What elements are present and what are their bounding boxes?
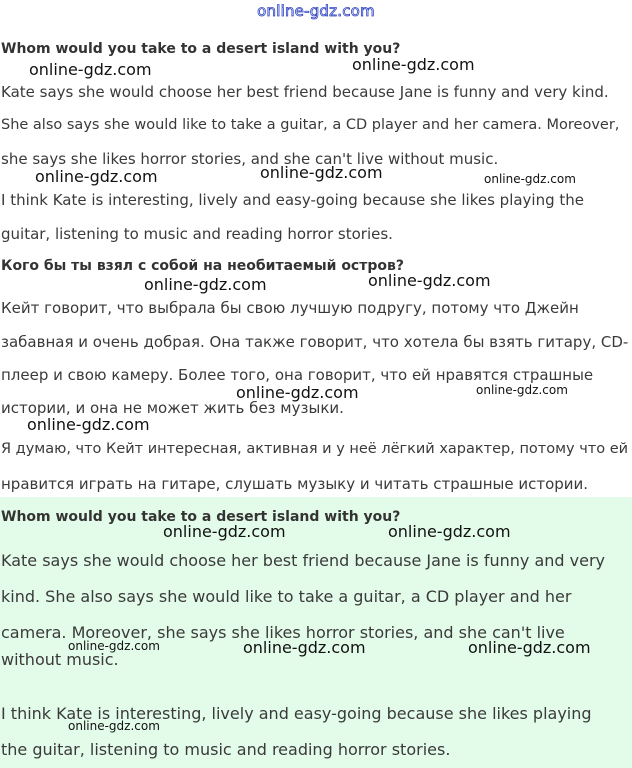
paragraph-line: without music. [1, 650, 119, 669]
paragraph-line: She also says she would like to take a guitar, a CD player and her camera. Moreover, [1, 117, 620, 133]
paragraph-line: kind. She also says she would like to take a guitar, a CD player and her [1, 587, 572, 606]
watermark: online-gdz.com [260, 163, 383, 182]
paragraph-line: Кейт говорит, что выбрала бы свою лучшую подругу, потому что Джейн [1, 299, 579, 317]
question-heading: Whom would you take to a desert island with you? [1, 509, 401, 525]
watermark: online-gdz.com [29, 60, 152, 79]
watermark: online-gdz.com [35, 167, 158, 186]
paragraph-line: I think Kate is interesting, lively and easy-going because she likes playing the [1, 191, 585, 209]
watermark: online-gdz.com [468, 638, 591, 657]
question-heading-ru: Кого бы ты взял с собой на необитаемый остров? [1, 258, 404, 274]
watermark: online-gdz.com [484, 172, 576, 186]
paragraph-line: забавная и очень добрая. Она также говорит, что хотела бы взять гитару, CD- [1, 333, 629, 351]
watermark: online-gdz.com [243, 638, 366, 657]
paragraph-line: нравится играть на гитаре, слушать музыку и читать страшные истории. [1, 475, 589, 493]
watermark: online-gdz.com [352, 55, 475, 74]
watermark: online-gdz.com [27, 415, 150, 434]
paragraph-line: I think Kate is interesting, lively and easy-going because she likes playing [1, 704, 592, 723]
watermark: online-gdz.com [368, 271, 491, 290]
paragraph-line: Я думаю, что Кейт интересная, активная и у неё лёгкий характер, потому что ей [1, 441, 629, 457]
watermark: online-gdz.com [476, 383, 568, 397]
question-heading: Whom would you take to a desert island with you? [1, 41, 401, 57]
watermark: online-gdz.com [163, 522, 286, 541]
watermark: online-gdz.com [68, 639, 160, 653]
paragraph-line: плеер и свою камеру. Более того, она говорит, что ей нравятся страшные [1, 366, 594, 384]
paragraph-line: camera. Moreover, she says she likes horror stories, and she can't live [1, 623, 565, 642]
paragraph-line: Kate says she would choose her best friend because Jane is funny and very [1, 551, 605, 570]
watermark: online-gdz.com [144, 275, 267, 294]
paragraph-line: Kate says she would choose her best friend because Jane is funny and very kind. [1, 83, 609, 101]
watermark: online-gdz.com [388, 522, 511, 541]
paragraph-line: the guitar, listening to music and reading horror stories. [1, 740, 451, 759]
paragraph-line: guitar, listening to music and reading horror stories. [1, 225, 393, 243]
watermark: online-gdz.com [68, 719, 160, 733]
site-header-logo[interactable]: online-gdz.com [257, 2, 375, 20]
paragraph-line: истории, и она не может жить без музыки. [1, 399, 344, 417]
paragraph-line: she says she likes horror stories, and she can't live without music. [1, 150, 499, 168]
watermark: online-gdz.com [236, 383, 359, 402]
